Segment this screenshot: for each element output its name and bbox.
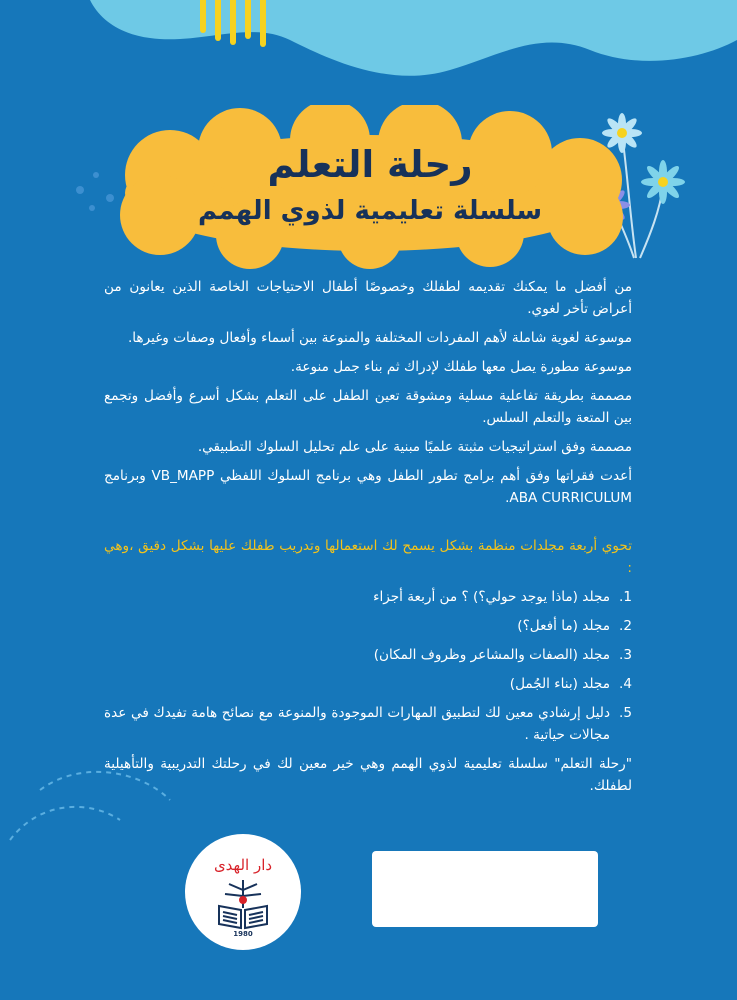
list-number: 1. [619,589,632,605]
paragraph: موسوعة لغوية شاملة لأهم المفردات المختلفة والمنوعة بين أسماء وأفعال وصفات وغيرها. [127,330,632,346]
list-text: مجلد (الصفات والمشاعر وظروف المكان) [373,647,610,663]
paragraph: أعدت فقراتها وفق أهم برامج تطور الطفل وهي برنامج السلوك اللفظي VB_MAPP وبرنامج ABA CURRICULUM. [104,468,632,506]
list-number: 2. [619,618,632,634]
list-text: مجلد (ما أفعل؟) [517,618,610,634]
paragraph: مصممة بطريقة تفاعلية مسلية ومشوقة تعين الطفل على التعلم بشكل أسرع وأفضل وتجمع بين المتعة والتعلم السلس. [104,388,632,426]
volumes-list [104,586,632,746]
list-item [104,586,632,608]
list-number: 4. [619,676,632,692]
list-number: 5. [619,705,632,721]
top-wave [90,0,737,76]
list-item [104,702,632,746]
publisher-year: 1980 [233,930,253,938]
list-text: مجلد (ماذا يوجد حولي؟) ؟ من أربعة أجزاء [373,589,610,605]
volumes-intro: تحوي أربعة مجلدات منظمة بشكل يسمح لك استعمالها وتدريب طفلك عليها بشكل دقيق ،وهي : [104,538,632,576]
dashed-curve-left-2 [10,807,120,840]
closing-paragraph: "رحلة التعلم" سلسلة تعليمية لذوي الهمم وهي خير معين لك في رحلتك التدريبية والتأهيلية لطفلك. [104,756,632,794]
list-text: مجلد (بناء الجُمل) [509,676,610,692]
publisher-name: دار الهدى [213,856,273,874]
list-text: دليل إرشادي معين لك لتطبيق المهارات الموجودة والمنوعة مع نصائح هامة تفيدك في عدة مجالات حياتية . [104,705,610,743]
paragraph: موسوعة مطورة يصل معها طفلك لإدراك ثم بناء جمل منوعة. [290,359,632,375]
paragraph: مصممة وفق استراتيجيات مثبتة علميًا مبنية على علم تحليل السلوك التطبيقي. [197,439,632,455]
book-title: رحلة التعلم [267,143,473,186]
book-subtitle: سلسلة تعليمية لذوي الهمم [197,196,543,226]
list-number: 3. [619,647,632,663]
list-item [104,673,632,695]
list-item [104,644,632,666]
title-cloud [100,105,640,270]
barcode-box [372,851,598,927]
book-lamp-icon [215,878,271,930]
description [104,276,632,804]
list-item [104,615,632,637]
paragraph: من أفضل ما يمكنك تقديمه لطفلك وخصوصًا أطفال الاحتياجات الخاصة الذين يعانون من أعراض تأخر لغوي. [104,279,632,317]
publisher-logo [185,834,301,950]
